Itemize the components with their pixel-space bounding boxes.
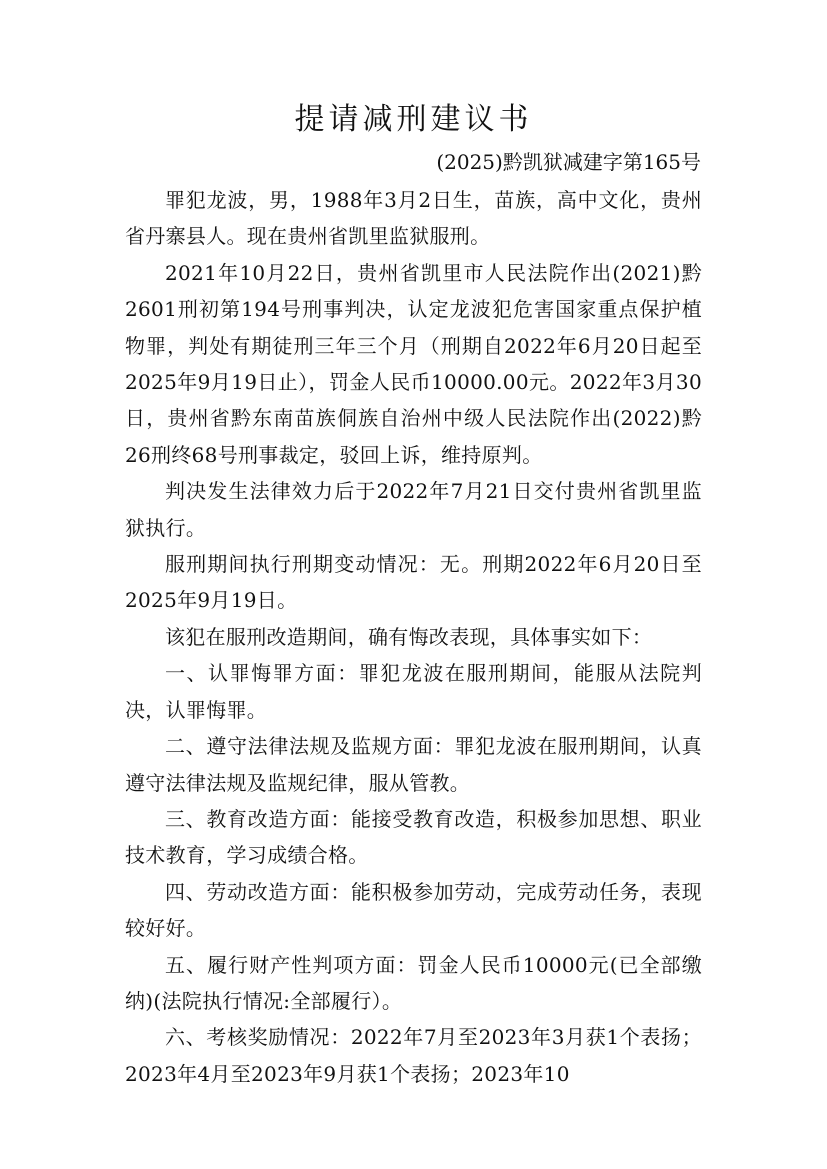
paragraph-property-judgment: 五、履行财产性判项方面：罚金人民币10000元(已全部缴纳)(法院执行情况:全部履行）。 bbox=[125, 952, 702, 1013]
document-body bbox=[125, 182, 702, 1092]
paragraph-remorse-intro: 该犯在服刑改造期间，确有悔改表现，具体事实如下： bbox=[165, 624, 653, 649]
paragraph-law-compliance: 二、遵守法律法规及监规方面：罪犯龙波在服刑期间，认真遵守法律法规及监规纪律，服从管教。 bbox=[125, 734, 702, 795]
paragraph-labor: 四、劳动改造方面：能积极参加劳动，完成劳动任务，表现较好好。 bbox=[125, 879, 702, 941]
paragraph-education: 三、教育改造方面：能接受教育改造，积极参加思想、职业技术教育，学习成绩合格。 bbox=[125, 806, 702, 868]
paragraph-prisoner-info: 罪犯龙波，男，1988年3月2日生，苗族，高中文化，贵州省丹寨县人。现在贵州省凯里监狱服刑。 bbox=[125, 188, 702, 249]
paragraph-judgment: 2021年10月22日，贵州省凯里市人民法院作出(2021)黔2601刑初第194号刑事判决，认定龙波犯危害国家重点保护植物罪，判处有期徒刑三年三个月（刑期自2022年6月20日起至2025年9月19日止），罚金人民币10000.00元。2022年3月30日，贵州省黔东南苗族侗族自治州中级人民法院作出(2022)黔26刑终68号刑事裁定，驳回上诉，维持原判。 bbox=[125, 260, 702, 467]
paragraph-sentence-change: 服刑期间执行刑期变动情况：无。刑期2022年6月20日至2025年9月19日。 bbox=[125, 552, 702, 613]
document-number: (2025)黔凯狱减建字第165号 bbox=[436, 150, 701, 174]
paragraph-delivery: 判决发生法律效力后于2022年7月21日交付贵州省凯里监狱执行。 bbox=[125, 479, 702, 540]
document-title: 提请减刑建议书 bbox=[294, 102, 533, 137]
paragraph-rewards: 六、考核奖励情况：2022年7月至2023年3月获1个表扬；2023年4月至2023年9月获1个表扬；2023年10 bbox=[125, 1025, 702, 1086]
paragraph-confession: 一、认罪悔罪方面：罪犯龙波在服刑期间，能服从法院判决，认罪悔罪。 bbox=[125, 661, 702, 722]
